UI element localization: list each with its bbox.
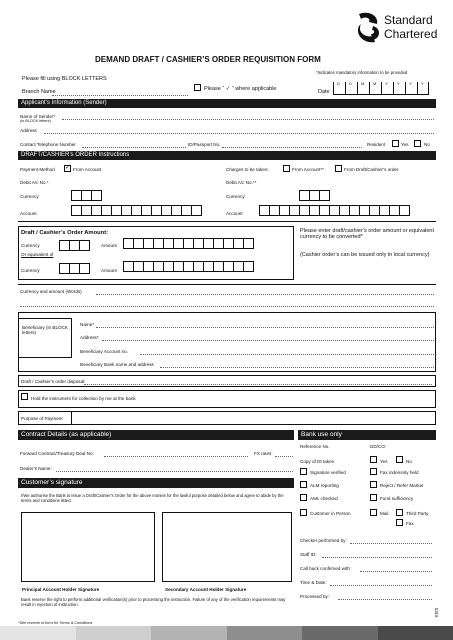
applicant-header: Applicant’s Information (Sender) (18, 99, 436, 108)
equiv-label: Or equivalent of (21, 252, 54, 257)
bank-use-header: Bank use only (298, 430, 436, 440)
resident-yes-label: Yes (401, 142, 409, 147)
date-box[interactable] (357, 82, 369, 95)
account-label: Account (20, 211, 37, 216)
aml-reporting-checkbox[interactable] (300, 481, 307, 488)
equiv-currency-boxes[interactable] (60, 263, 90, 274)
date-box-letter: M (373, 81, 377, 86)
beneficiary-account-field[interactable] (140, 354, 434, 355)
purpose-row (18, 411, 436, 425)
date-box[interactable] (345, 82, 357, 95)
charges-account-checkbox[interactable] (283, 165, 290, 172)
account2-label: Account (226, 211, 243, 216)
currency2-boxes[interactable] (300, 190, 330, 201)
words-field-2[interactable] (20, 306, 434, 307)
customer-in-person-checkbox[interactable] (300, 509, 307, 516)
account2-boxes[interactable] (260, 205, 410, 216)
callback-field[interactable] (360, 571, 432, 572)
date-box[interactable] (333, 82, 345, 95)
date-box-letter: Y (409, 81, 412, 86)
mail-label: Mail (380, 511, 389, 516)
staff-id-field[interactable] (322, 557, 432, 558)
bottom-color-band (0, 626, 453, 640)
copy-id-label: Copy of ID taken (300, 459, 335, 464)
block-letters-note: Please fill using BLOCK LETTERS (22, 76, 107, 82)
mail-checkbox[interactable] (370, 509, 377, 516)
contact-field[interactable] (82, 147, 186, 148)
brand-line2: Chartered (384, 27, 438, 41)
fund-sufficiency-label: Fund sufficiency (380, 496, 414, 501)
side-code: 0319 (434, 608, 439, 618)
currency-label: Currency (20, 194, 39, 199)
reference-label: Reference No. (300, 444, 330, 449)
charges-label: Charges to be taken: (226, 167, 269, 172)
footnote: *See reverse of form for Terms & Conditions (18, 621, 93, 625)
fax-checkbox[interactable] (396, 519, 403, 526)
signature-header: Customer’s signature (18, 478, 294, 488)
beneficiary-bank-label: Beneficiary Bank name and address (80, 362, 154, 367)
signature-verified-label: Signature verified (310, 470, 346, 475)
instructions-divider (18, 221, 436, 222)
date-box[interactable] (405, 82, 417, 95)
staff-id-label: Staff ID: (300, 552, 317, 557)
time-date-label: Time & Date: (300, 580, 327, 585)
time-date-field[interactable] (330, 585, 432, 586)
secondary-signature-box[interactable] (162, 512, 292, 582)
debit-ac2-label: Debit A/c No.** (226, 180, 257, 185)
beneficiary-name-field[interactable] (96, 327, 434, 328)
bank-reserve-text: Bank reserve the right to perform additional verification(s) prior to processing the instruction. Failure of any of the verification requirements may result in rejection of instruction. (21, 597, 286, 607)
from-account-label: From Account (73, 167, 102, 172)
hold-checkbox[interactable] (21, 393, 28, 400)
amount-currency-label: Currency (21, 243, 40, 248)
dealer-label: Dealer’s Name: (20, 466, 52, 471)
branch-name-label: Branch Name (22, 89, 56, 95)
reject-marker-label: Reject / Refer Marker (380, 483, 424, 488)
date-box[interactable] (417, 82, 429, 95)
date-box-letter: D (349, 81, 352, 86)
secondary-signature-label: Secondary Account Holder Signature (165, 587, 247, 592)
from-account-checkbox[interactable]: ✓ (65, 165, 71, 171)
fax-indemnity-checkbox[interactable] (370, 468, 377, 475)
equiv-amount-boxes[interactable] (124, 261, 254, 272)
reject-marker-checkbox[interactable] (370, 481, 377, 488)
date-box-letter: Y (385, 81, 388, 86)
aml-reporting-label: ALM reporting (310, 483, 339, 488)
principal-signature-label: Principal Account Holder Signature (22, 587, 100, 592)
beneficiary-box (18, 318, 72, 358)
copy-id-no-checkbox[interactable] (396, 456, 403, 463)
processed-label: Processed by: (300, 594, 330, 599)
forward-contract-label: Forward Contract/Treasury Deal No: (20, 451, 94, 456)
purpose-label: Purpose of Payment (21, 416, 63, 421)
resident-yes-checkbox[interactable] (392, 140, 399, 147)
signature-verified-checkbox[interactable] (300, 468, 307, 475)
address-label: Address (20, 128, 37, 133)
forward-contract-field[interactable] (104, 456, 248, 457)
tick-sample-box (194, 84, 201, 91)
date-box-letter: Y (397, 81, 400, 86)
fax-indemnity-label: Fax indemnity held (380, 470, 419, 475)
amount-label: Amount (101, 243, 117, 248)
amount-divider (18, 284, 436, 285)
amount-header: Draft / Cashier’s Order Amount: (21, 230, 109, 236)
contact-label: Contact Telephone Number (20, 142, 76, 147)
id-passport-field[interactable] (222, 147, 362, 148)
charges-account-label: From Account** (292, 167, 324, 172)
standard-chartered-logo-icon (355, 10, 383, 44)
resident-label: Resident (367, 142, 386, 147)
equiv-amount-label: Amount (101, 268, 117, 273)
disposal-label: Draft / Cashier’s order disposal: (21, 379, 86, 384)
amount-notice: Please enter draft/cashier’s order amount or equivalent currency to be converted* (300, 228, 435, 241)
resident-no-label: No (424, 142, 430, 147)
beneficiary-box-label: Beneficiary (in BLOCK letters) (22, 325, 68, 336)
beneficiary-bank-field[interactable] (160, 367, 434, 368)
payment-method-label: Payment Method (20, 167, 55, 172)
checker-field[interactable] (350, 543, 432, 544)
checker-label: Checker performed by: (300, 538, 347, 543)
debit-ac-label: Debit A/c No.* (20, 180, 49, 185)
dealer-field[interactable] (56, 471, 293, 472)
branch-name-field[interactable] (52, 95, 188, 96)
aml-checked-checkbox[interactable] (300, 494, 307, 501)
form-title: DEMAND DRAFT / CASHIER’S ORDER REQUISITION FORM (95, 55, 321, 64)
date-box[interactable] (369, 82, 381, 95)
sender-name-label: Name of Sender* (20, 114, 56, 119)
fx-rates-label: FX rates: (254, 451, 273, 456)
beneficiary-address-label: Address* (80, 335, 99, 340)
instructions-header: DRAFT/CASHIER’s ORDER Instructions (18, 151, 436, 160)
date-box[interactable] (393, 82, 405, 95)
date-box-letter: Y (421, 81, 424, 86)
equiv-currency-label: Currency (21, 268, 40, 273)
callback-label: Call back confirmed with: (300, 566, 352, 571)
mandatory-note: *Indicates mandatory information to be provided (316, 70, 408, 75)
date-label: Date (318, 89, 330, 95)
sender-name-field[interactable] (62, 119, 434, 120)
sender-name-hint: (in BLOCK letters) (20, 119, 51, 123)
date-field[interactable] (333, 82, 429, 95)
brand-line1: Standard (384, 13, 433, 27)
date-box-letter: D (337, 81, 340, 86)
local-currency-note: (Cashier order’s can be issued only in local currency) (300, 252, 430, 258)
beneficiary-address-field[interactable] (102, 340, 434, 341)
words-label: Currency and amount (Words) (20, 289, 82, 294)
words-field[interactable] (96, 294, 434, 295)
fund-sufficiency-checkbox[interactable] (370, 494, 377, 501)
date-box[interactable] (381, 82, 393, 95)
resident-no-checkbox[interactable] (414, 140, 421, 147)
dd-co-label: DD/CO: (370, 444, 387, 449)
disposal-field[interactable] (84, 384, 432, 385)
currency-boxes[interactable] (72, 190, 102, 201)
copy-id-yes-label: Yes (380, 459, 388, 464)
address-field[interactable] (44, 133, 434, 134)
customer-in-person-label: Customer in Person (310, 511, 351, 516)
please-tick-note: Please “ ✓ ” where applicable (204, 86, 277, 92)
copy-id-no-label: No (406, 459, 412, 464)
beneficiary-name-label: Name* (80, 322, 95, 327)
aml-checked-label: AML checked (310, 496, 338, 501)
processed-field[interactable] (338, 599, 432, 600)
fx-rates-field[interactable] (275, 456, 293, 457)
third-party-label: Third Party (406, 511, 429, 516)
amount-currency-boxes[interactable] (60, 240, 90, 251)
principal-signature-box[interactable] (21, 512, 155, 582)
third-party-checkbox[interactable] (396, 509, 403, 516)
beneficiary-account-label: Beneficiary Account no. (80, 349, 129, 354)
fax-label: Fax (406, 521, 414, 526)
authorisation-text: I/We authorise the Bank to issue a Draft/Cashier’s Order for the above monies for the lawful purpose detailed below and agree to abide by the terms and conditions listed. (21, 493, 284, 503)
id-passport-label: ID/Passport No. (188, 142, 221, 147)
amount-boxes[interactable] (124, 238, 254, 249)
account-boxes[interactable] (72, 205, 202, 216)
charges-draft-checkbox[interactable] (335, 165, 342, 172)
contract-header: Contract Details (as applicable) (18, 430, 294, 440)
currency2-label: Currency (226, 194, 245, 199)
copy-id-yes-checkbox[interactable] (370, 456, 377, 463)
charges-draft-label: From Draft/Cashier’s order (344, 167, 399, 172)
date-box-letter: M (361, 81, 365, 86)
hold-label: Hold the instrument for collection by me at the bank (31, 396, 136, 401)
